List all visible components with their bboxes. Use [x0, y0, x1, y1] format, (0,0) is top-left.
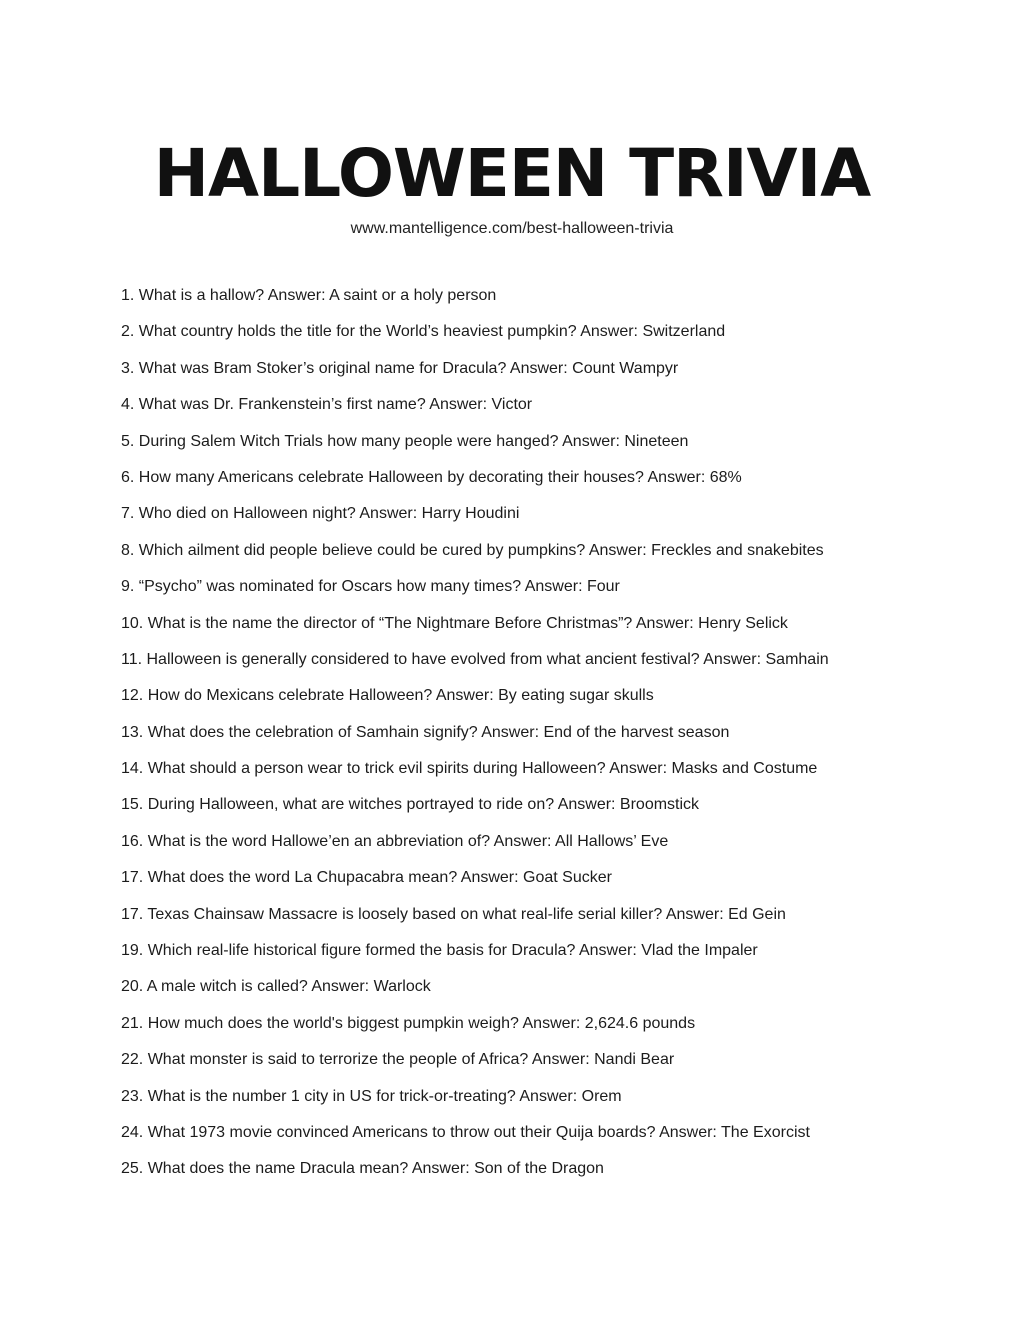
trivia-item: 24. What 1973 movie convinced Americans to throw out their Quija boards? Answer: The Exorcist [121, 1123, 810, 1141]
trivia-item: 17. Texas Chainsaw Massacre is loosely based on what real-life serial killer? Answer: Ed Gein [121, 905, 786, 923]
source-url: www.mantelligence.com/best-halloween-trivia [350, 220, 674, 237]
trivia-item: 6. How many Americans celebrate Halloween by decorating their houses? Answer: 68% [121, 468, 742, 486]
trivia-item: 16. What is the word Hallowe’en an abbreviation of? Answer: All Hallows’ Eve [121, 832, 669, 850]
trivia-item: 11. Halloween is generally considered to have evolved from what ancient festival? Answer: Samhain [121, 650, 829, 668]
trivia-item: 5. During Salem Witch Trials how many people were hanged? Answer: Nineteen [121, 432, 689, 450]
trivia-item: 8. Which ailment did people believe could be cured by pumpkins? Answer: Freckles and snakebites [121, 541, 824, 559]
trivia-item: 14. What should a person wear to trick evil spirits during Halloween? Answer: Masks and Costume [121, 760, 818, 778]
trivia-item: 3. What was Bram Stoker’s original name for Dracula? Answer: Count Wampyr [121, 359, 679, 377]
trivia-item: 21. How much does the world's biggest pumpkin weigh? Answer: 2,624.6 pounds [121, 1014, 696, 1032]
trivia-item: 7. Who died on Halloween night? Answer: Harry Houdini [121, 505, 520, 523]
trivia-list [121, 285, 921, 1195]
trivia-item: 1. What is a hallow? Answer: A saint or a holy person [121, 287, 497, 304]
trivia-item: 23. What is the number 1 city in US for trick-or-treating? Answer: Orem [121, 1087, 622, 1105]
trivia-item: 22. What monster is said to terrorize the people of Africa? Answer: Nandi Bear [121, 1051, 675, 1069]
trivia-item: 13. What does the celebration of Samhain signify? Answer: End of the harvest season [121, 723, 730, 741]
trivia-item: 9. “Psycho” was nominated for Oscars how many times? Answer: Four [121, 578, 620, 596]
trivia-item: 20. A male witch is called? Answer: Warlock [121, 978, 431, 996]
trivia-item: 2. What country holds the title for the World’s heaviest pumpkin? Answer: Switzerland [121, 323, 726, 341]
trivia-item: 4. What was Dr. Frankenstein’s first name? Answer: Victor [121, 396, 533, 414]
trivia-item: 10. What is the name the director of “The Nightmare Before Christmas”? Answer: Henry Selick [121, 614, 788, 632]
trivia-item: 12. How do Mexicans celebrate Halloween? Answer: By eating sugar skulls [121, 687, 654, 705]
page-title: HALLOWEEN TRIVIA [153, 135, 871, 212]
trivia-item: 17. What does the word La Chupacabra mean? Answer: Goat Sucker [121, 869, 612, 887]
trivia-item: 19. Which real-life historical figure formed the basis for Dracula? Answer: Vlad the Impaler [121, 942, 758, 960]
trivia-item: 25. What does the name Dracula mean? Answer: Son of the Dragon [121, 1160, 604, 1178]
trivia-item: 15. During Halloween, what are witches portrayed to ride on? Answer: Broomstick [121, 796, 700, 814]
